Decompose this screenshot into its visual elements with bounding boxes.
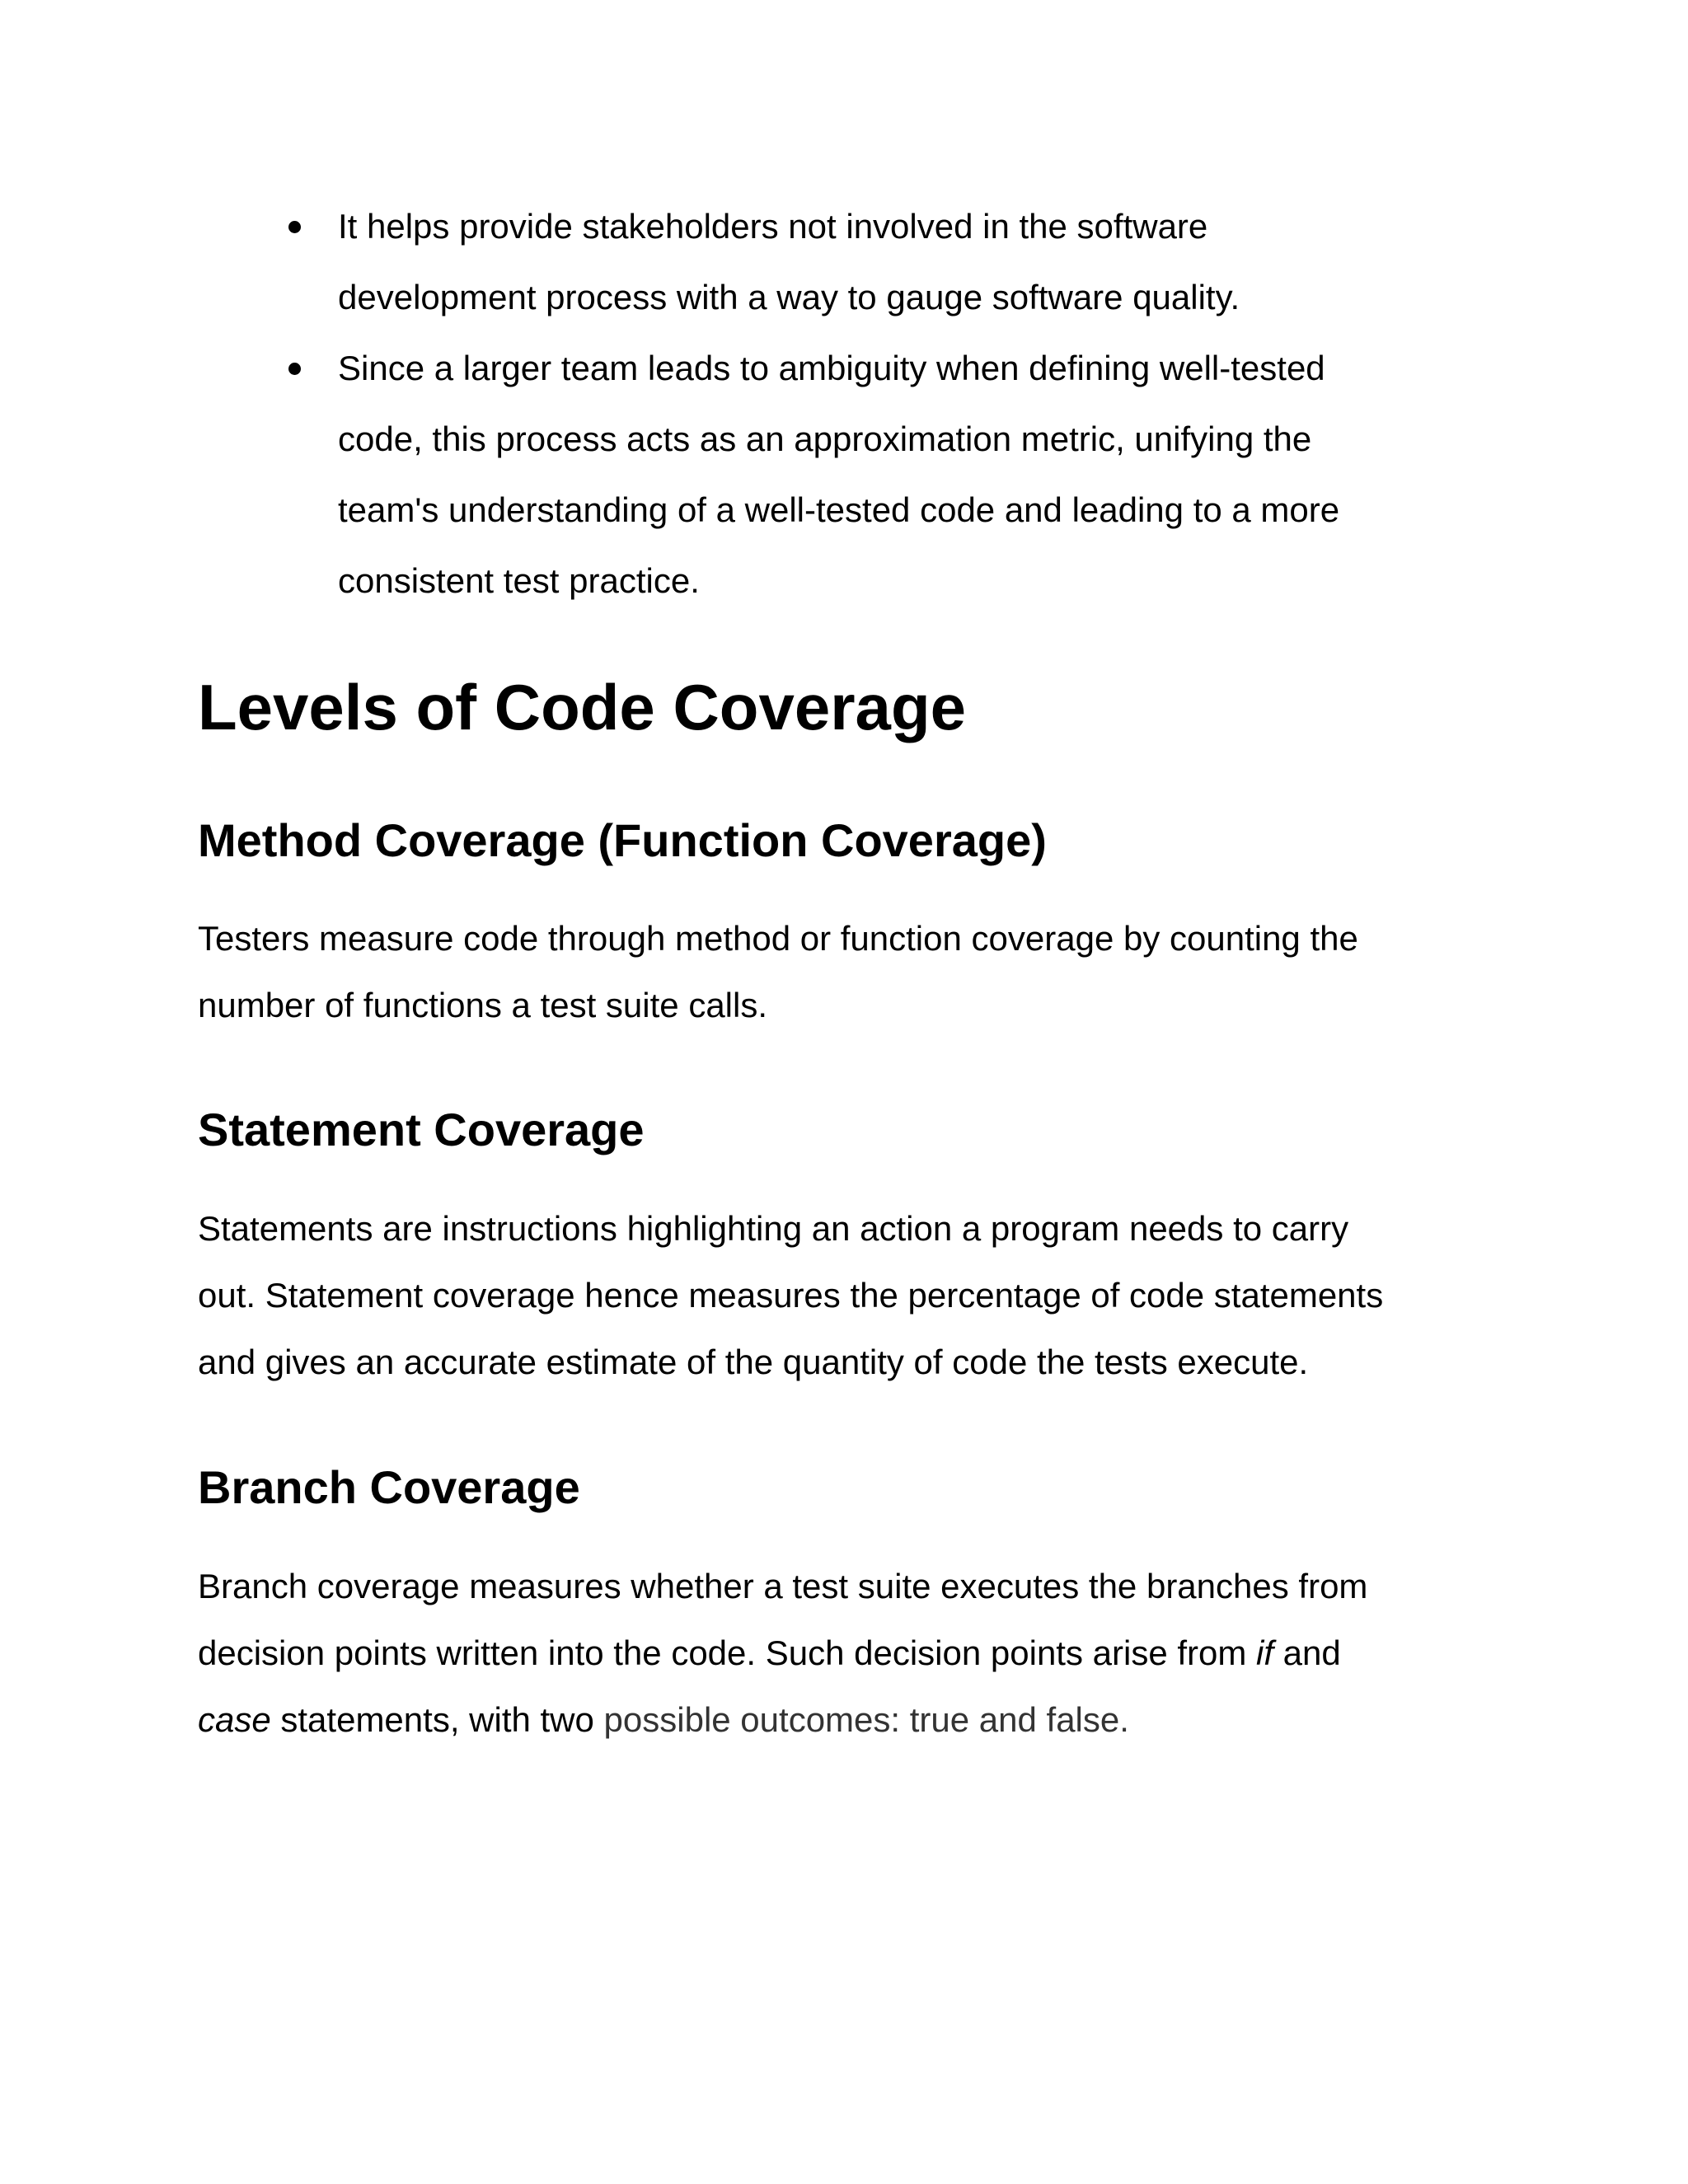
bullet-text-line: development process with a way to gauge software quality. [338,278,1240,316]
branch-coverage-heading: Branch Coverage [198,1461,580,1513]
bullet-list [198,191,1467,616]
bullet-text-line: team's understanding of a well-tested code and leading to a more [338,490,1340,529]
bullet-dot-icon [288,363,301,375]
paragraph-line: Testers measure code through method or function coverage by counting the [198,919,1358,958]
statement-coverage-paragraph [198,1195,1517,1395]
paragraph-line: Branch coverage measures whether a test suite executes the branches from [198,1567,1368,1605]
paragraph-line: number of functions a test suite calls. [198,986,768,1024]
paragraph-text: and [1273,1633,1341,1672]
statement-coverage-heading: Statement Coverage [198,1104,645,1155]
keyword-case: case [198,1700,271,1739]
keyword-if: if [1256,1633,1274,1672]
method-coverage-heading: Method Coverage (Function Coverage) [198,814,1047,866]
section-title: Levels of Code Coverage [198,671,966,743]
bullet-text-line: consistent test practice. [338,561,700,600]
paragraph-line [198,1619,1517,1686]
paragraph-line: and gives an accurate estimate of the quantity of code the tests execute. [198,1343,1309,1381]
paragraph-text: statements, with two [270,1700,604,1739]
paragraph-line: out. Statement coverage hence measures the percentage of code statements [198,1276,1384,1315]
bullet-item [198,333,1467,616]
paragraph-line: Statements are instructions highlighting an action a program needs to carry [198,1209,1349,1248]
paragraph-text-muted: possible outcomes: true and false. [603,1700,1129,1739]
bullet-text-line: code, this process acts as an approximation metric, unifying the [338,419,1312,458]
method-coverage-paragraph [198,905,1517,1038]
paragraph-line [198,1686,1517,1753]
branch-coverage-paragraph [198,1553,1517,1753]
bullet-text-line: Since a larger team leads to ambiguity when defining well-tested [338,349,1325,387]
bullet-text-line: It helps provide stakeholders not involved in the software [338,207,1208,246]
paragraph-text: decision points written into the code. Such decision points arise from [198,1633,1257,1672]
bullet-dot-icon [288,221,301,233]
bullet-item [198,191,1467,333]
